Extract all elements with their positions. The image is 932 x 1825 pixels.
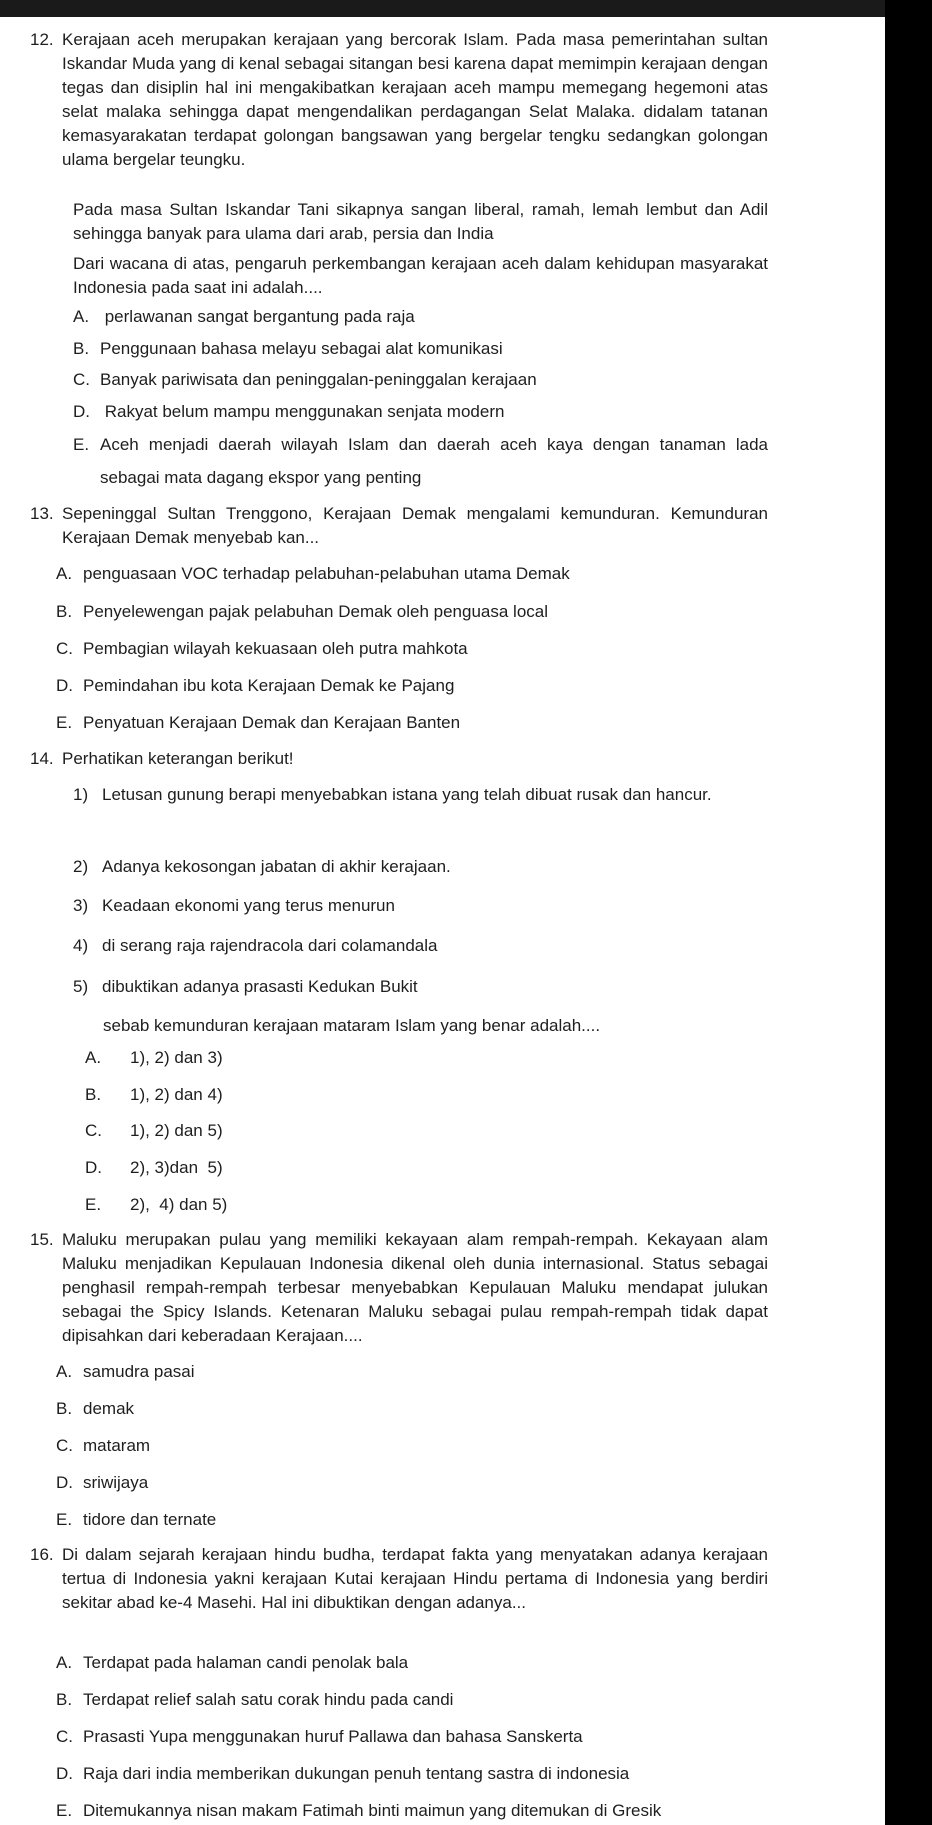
question-text: Sepeninggal Sultan Trenggono, Kerajaan Demak mengalami kemunduran. Kemunduran Kerajaan Demak menyebab kan... (62, 504, 768, 547)
option-label: D. (56, 1473, 73, 1492)
question-text: Maluku merupakan pulau yang memiliki kekayaan alam rempah-rempah. Kekayaan alam Maluku menjadikan Kepulauan Indonesia dikenal oleh dunia internasional. Status sebagai penghasil rempah-rempah terbesar menyebabkan Kepulauan Maluku mendapat julukan sebagai the Spicy Islands. Ketenaran Maluku sebagai pulau rempah-rempah tidak dapat dipisahkan dari keberadaan Kerajaan.... (62, 1230, 768, 1345)
option-text: penguasaan VOC terhadap pelabuhan-pelabuhan utama Demak (83, 564, 570, 583)
option-label: E. (56, 1510, 73, 1529)
top-bar (0, 0, 932, 17)
option-text: mataram (83, 1436, 151, 1455)
option-label: C. (85, 1121, 102, 1140)
statement-text: di serang raja rajendracola dari colamandala (102, 936, 438, 955)
option-text: sriwijaya (83, 1473, 149, 1492)
right-margin-bar (885, 0, 932, 1825)
question-text: Di dalam sejarah kerajaan hindu budha, terdapat fakta yang menyatakan adanya kerajaan tertua di Indonesia yakni kerajaan Kutai kerajaan Hindu pertama di Indonesia yang berdiri sekitar abad ke-4 Masehi. Hal ini dibuktikan dengan adanya... (62, 1545, 768, 1612)
question-prompt: Dari wacana di atas, pengaruh perkembangan kerajaan aceh dalam kehidupan masyarakat Indonesia pada saat ini adalah.... (73, 254, 768, 297)
option-label: A. (56, 1362, 73, 1381)
option-text: Pemindahan ibu kota Kerajaan Demak ke Pajang (83, 676, 455, 695)
question-text: Kerajaan aceh merupakan kerajaan yang bercorak Islam. Pada masa pemerintahan sultan Iskandar Muda yang di kenal sebagai sitangan besi karena dapat memimpin kerajaan dengan tegas dan disiplin hal ini mengakibatkan kerajaan aceh mampu memegang hegemoni atas selat malaka sehingga dapat mengendalikan perdagangan Selat Malaka. didalam tatanan kemasyarakatan terdapat golongan bangsawan yang bergelar tengku sedangkan golongan ulama bergelar teungku. (62, 30, 768, 169)
option-text: 2), 4) dan 5) (130, 1195, 228, 1214)
question-15 (30, 1228, 768, 1348)
option-label: D. (73, 402, 90, 421)
option-label: C. (56, 1436, 73, 1455)
option-text: Raja dari india memberikan dukungan penuh tentang sastra di indonesia (83, 1764, 630, 1783)
option-text: 1), 2) dan 3) (130, 1048, 223, 1067)
statement-text: Adanya kekosongan jabatan di akhir kerajaan. (102, 857, 451, 876)
option-text: Banyak pariwisata dan peninggalan-peninggalan kerajaan (100, 370, 537, 389)
statement-label: 5) (73, 977, 89, 996)
option-label: A. (85, 1048, 102, 1067)
option-label: D. (85, 1158, 102, 1177)
option-text: Penggunaan bahasa melayu sebagai alat komunikasi (100, 339, 503, 358)
option-text: Rakyat belum mampu menggunakan senjata modern (100, 402, 505, 421)
statement-label: 3) (73, 896, 89, 915)
option-text: perlawanan sangat bergantung pada raja (100, 307, 415, 326)
question-prompt: sebab kemunduran kerajaan mataram Islam yang benar adalah.... (103, 1016, 601, 1035)
option-label: C. (73, 370, 90, 389)
option-label: B. (56, 602, 73, 621)
option-label: E. (85, 1195, 102, 1214)
statement-label: 4) (73, 936, 89, 955)
option-label: A. (56, 1653, 73, 1672)
option-label: C. (56, 639, 73, 658)
statement-1 (73, 783, 768, 807)
question-text: Perhatikan keterangan berikut! (62, 749, 294, 768)
question-number: 15. (30, 1230, 54, 1249)
option-label: A. (56, 564, 73, 583)
question-number: 16. (30, 1545, 54, 1564)
option-text: Terdapat relief salah satu corak hindu pada candi (83, 1690, 454, 1709)
question-number: 12. (30, 30, 54, 49)
option-text: Terdapat pada halaman candi penolak bala (83, 1653, 409, 1672)
question-16 (30, 1543, 768, 1615)
option-label: E. (73, 435, 90, 454)
option-text: Ditemukannya nisan makam Fatimah binti maimun yang ditemukan di Gresik (83, 1801, 662, 1820)
option-label: B. (73, 339, 90, 358)
option-text: Prasasti Yupa menggunakan huruf Pallawa dan bahasa Sanskerta (83, 1727, 583, 1746)
option-text: demak (83, 1399, 135, 1418)
option-label: A. (73, 307, 90, 326)
option-label: D. (56, 1764, 73, 1783)
option-text: Pembagian wilayah kekuasaan oleh putra mahkota (83, 639, 468, 658)
passage-paragraph: Pada masa Sultan Iskandar Tani sikapnya sangan liberal, ramah, lemah lembut dan Adil sehingga banyak para ulama dari arab, persia dan India (73, 200, 768, 243)
option-label: B. (85, 1085, 102, 1104)
option-label: C. (56, 1727, 73, 1746)
question-12 (30, 28, 768, 172)
option-e[interactable] (73, 433, 768, 494)
option-text: Aceh menjadi daerah wilayah Islam dan daerah aceh kaya dengan tanaman lada sebagai mata dagang ekspor yang penting (100, 435, 768, 487)
option-text: 1), 2) dan 4) (130, 1085, 223, 1104)
option-label: E. (56, 713, 73, 732)
option-label: B. (56, 1399, 73, 1418)
statement-text: Letusan gunung berapi menyebabkan istana yang telah dibuat rusak dan hancur. (102, 785, 712, 804)
question-number: 14. (30, 749, 54, 768)
option-text: 1), 2) dan 5) (130, 1121, 223, 1140)
option-label: D. (56, 676, 73, 695)
option-text: Penyelewengan pajak pelabuhan Demak oleh penguasa local (83, 602, 549, 621)
option-text: 2), 3)dan 5) (130, 1158, 223, 1177)
option-text: samudra pasai (83, 1362, 195, 1381)
statement-label: 1) (73, 785, 89, 804)
document-page (0, 17, 885, 1825)
option-text: tidore dan ternate (83, 1510, 217, 1529)
option-text: Penyatuan Kerajaan Demak dan Kerajaan Banten (83, 713, 461, 732)
question-number: 13. (30, 504, 54, 523)
option-label: B. (56, 1690, 73, 1709)
statement-text: Keadaan ekonomi yang terus menurun (102, 896, 395, 915)
question-14 (30, 747, 768, 771)
statement-text: dibuktikan adanya prasasti Kedukan Bukit (102, 977, 418, 996)
question-13 (30, 502, 768, 550)
statement-label: 2) (73, 857, 89, 876)
option-label: E. (56, 1801, 73, 1820)
